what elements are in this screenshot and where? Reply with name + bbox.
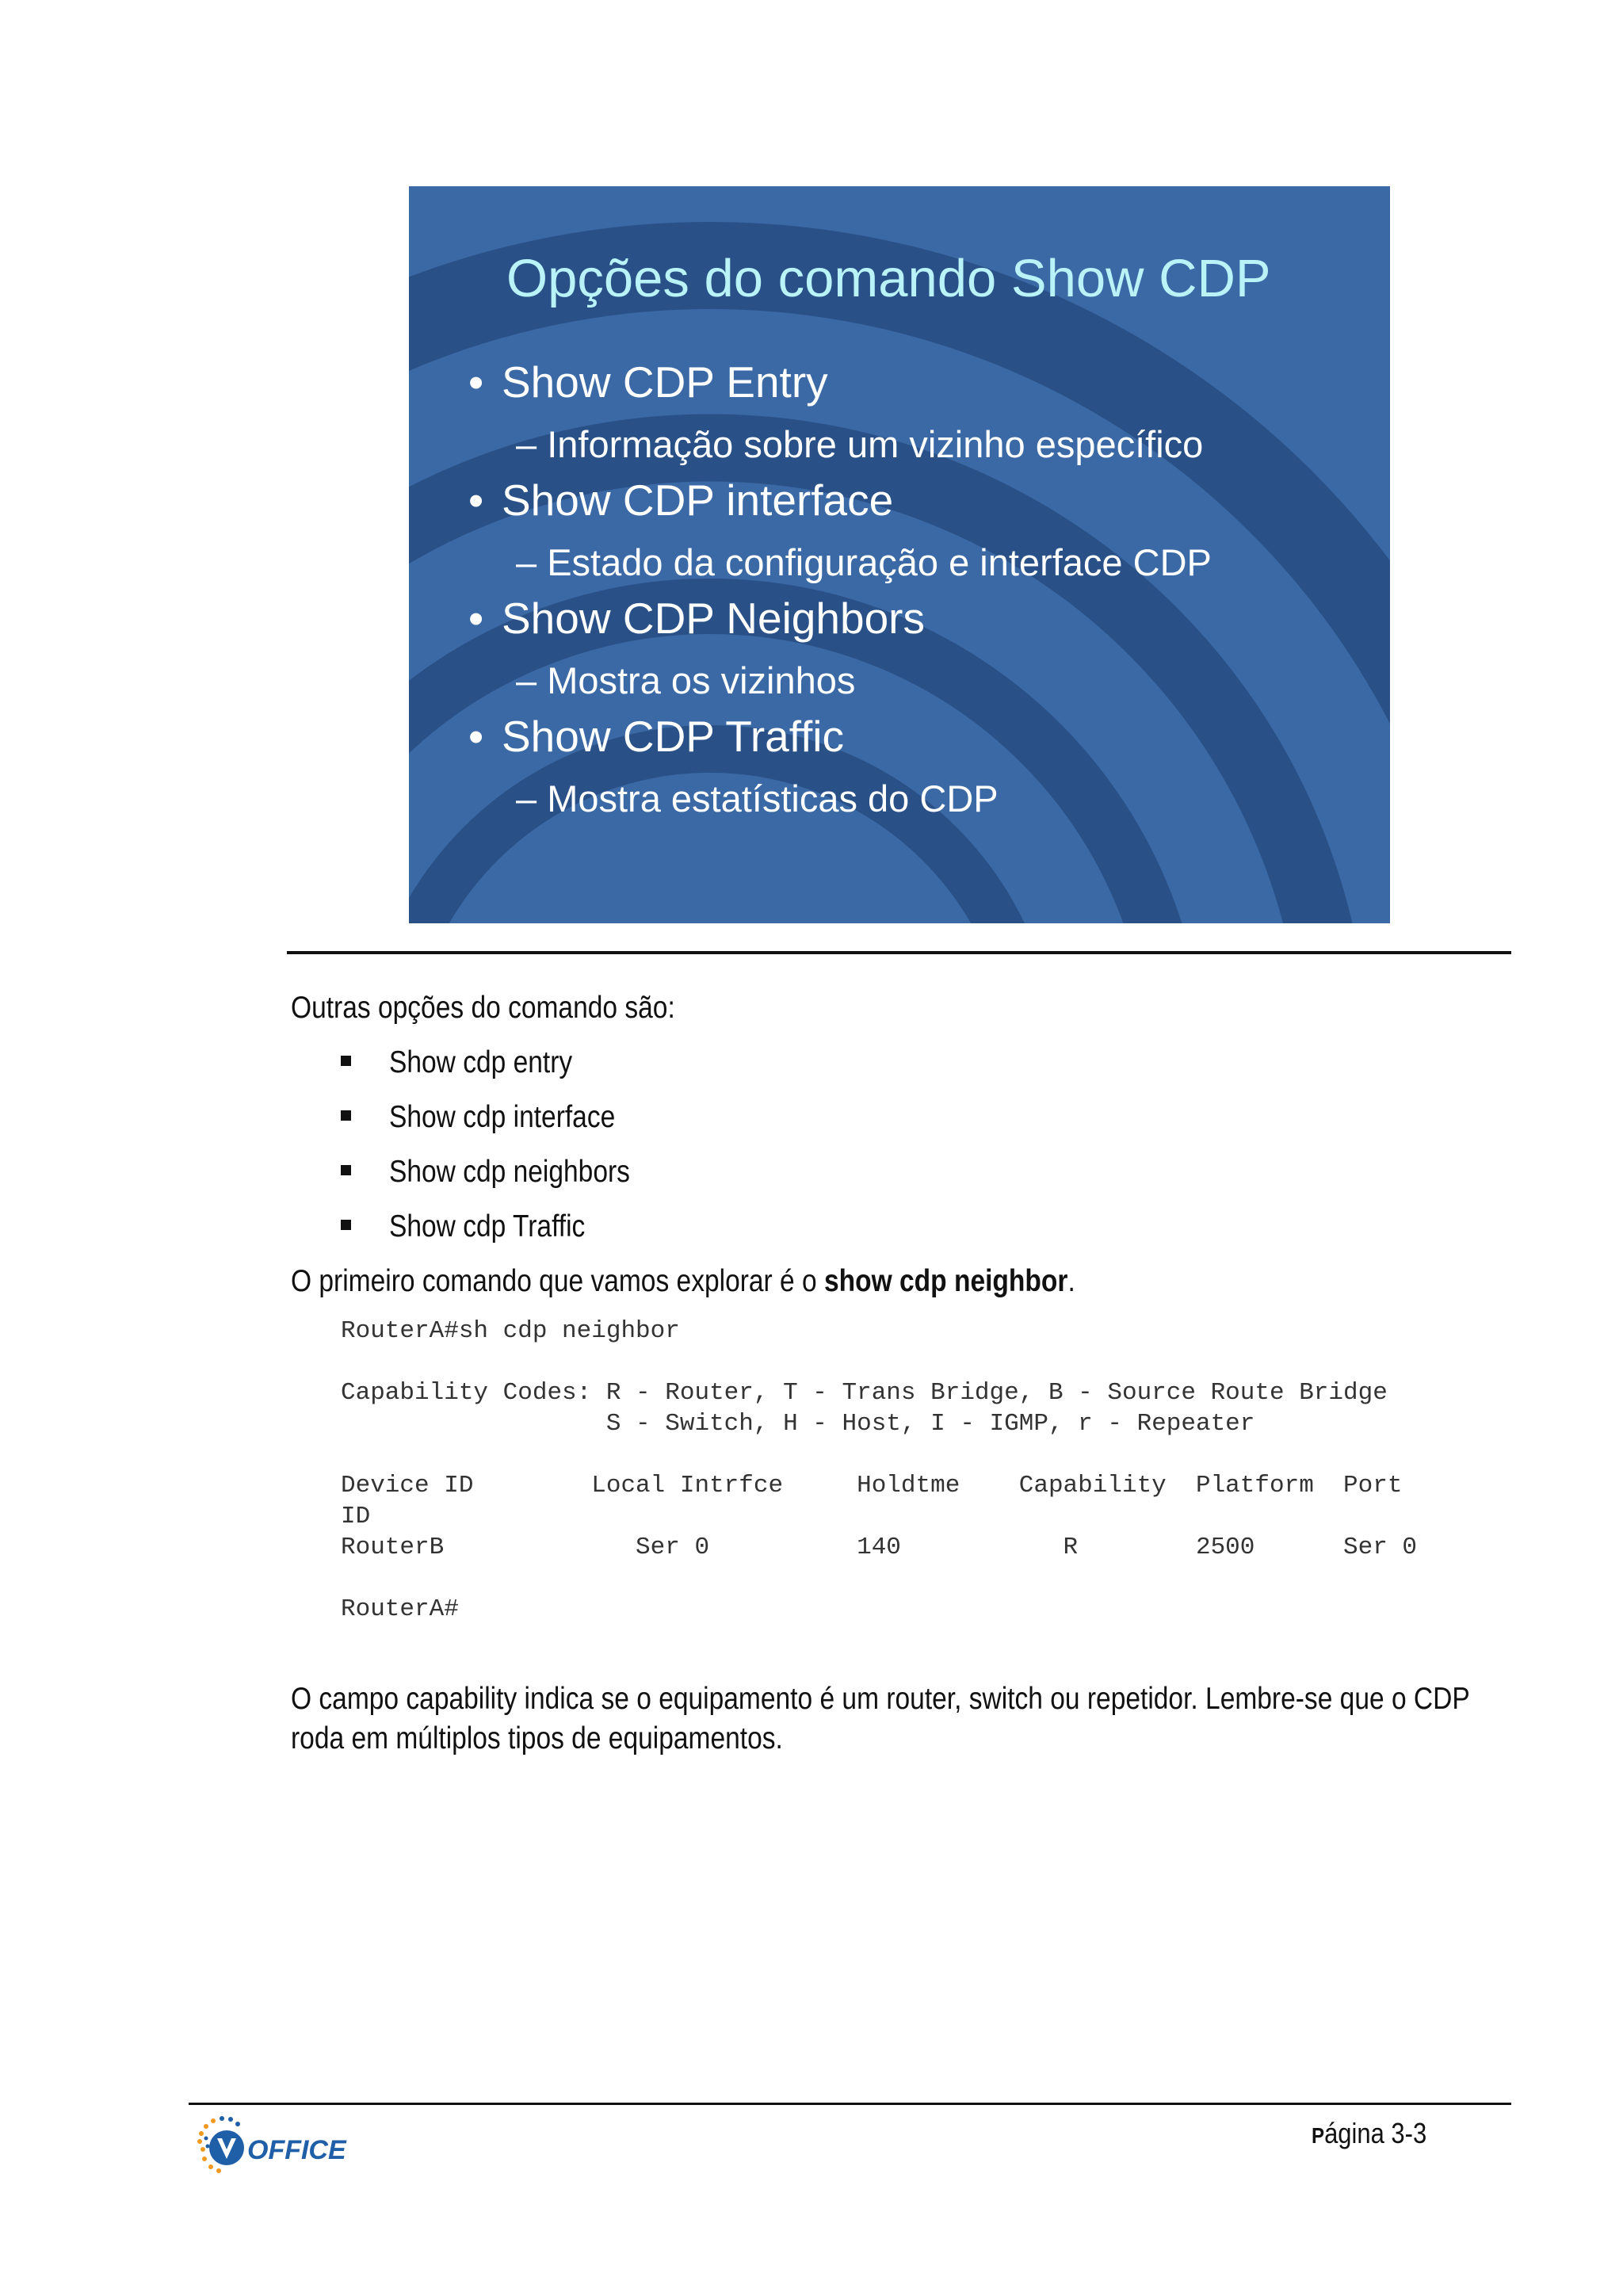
- slide-title: Opções do comando Show CDP: [506, 249, 1271, 308]
- slide-bullet: • Show CDP interface: [468, 476, 894, 525]
- code-prompt-end: RouterA#: [341, 1595, 459, 1623]
- slide-bullet: • Show CDP Entry: [468, 357, 828, 407]
- slide-bullet: • Show CDP Neighbors: [468, 594, 925, 643]
- square-bullet-icon: [341, 1056, 351, 1066]
- logo-text: OFFICE: [247, 2135, 346, 2165]
- square-bullet-icon: [341, 1110, 351, 1121]
- option-list-item: Show cdp neighbors: [341, 1155, 669, 1190]
- section-divider: [287, 951, 1511, 954]
- square-bullet-icon: [341, 1165, 351, 1175]
- code-capability-line: S - Switch, H - Host, I - IGMP, r - Repeater: [341, 1410, 1255, 1438]
- paragraph-line: roda em múltiplos tipos de equipamentos.: [291, 1721, 783, 1755]
- slide-subbullet: – Mostra estatísticas do CDP: [516, 777, 999, 819]
- code-table-header-wrap: ID: [341, 1503, 371, 1530]
- page-number: Página 3-3: [1312, 2117, 1427, 2149]
- slide-image: [409, 186, 1390, 923]
- square-bullet-icon: [341, 1220, 351, 1230]
- slide-subbullet: – Mostra os vizinhos: [516, 659, 856, 701]
- first-command-text: O primeiro comando que vamos explorar é o show cdp neighbor.: [291, 1264, 1075, 1298]
- slide-bullet: • Show CDP Traffic: [468, 712, 845, 761]
- footer-divider: [189, 2103, 1511, 2105]
- command-name: show cdp neighbor: [823, 1264, 1068, 1298]
- voffice-logo: [190, 2111, 365, 2183]
- option-list-item: Show cdp Traffic: [341, 1209, 617, 1244]
- code-table-row: RouterB Ser 0 140 R 2500 Ser 0: [341, 1534, 1418, 1561]
- paragraph-line: O campo capability indica se o equipamento é um router, switch ou repetidor. Lembre-se que o CDP: [291, 1682, 1470, 1716]
- code-table-header: Device ID Local Intrfce Holdtme Capability Platform Port: [341, 1472, 1403, 1499]
- option-list-item: Show cdp entry: [341, 1045, 602, 1080]
- code-prompt-command: RouterA#sh cdp neighbor: [341, 1317, 680, 1345]
- intro-text: Outras opções do comando são:: [291, 991, 675, 1025]
- slide-subbullet: – Estado da configuração e interface CDP: [516, 541, 1212, 583]
- option-list-item: Show cdp interface: [341, 1100, 652, 1135]
- code-capability-line: Capability Codes: R - Router, T - Trans Bridge, B - Source Route Bridge: [341, 1379, 1388, 1407]
- slide-subbullet: – Informação sobre um vizinho específico: [516, 423, 1204, 465]
